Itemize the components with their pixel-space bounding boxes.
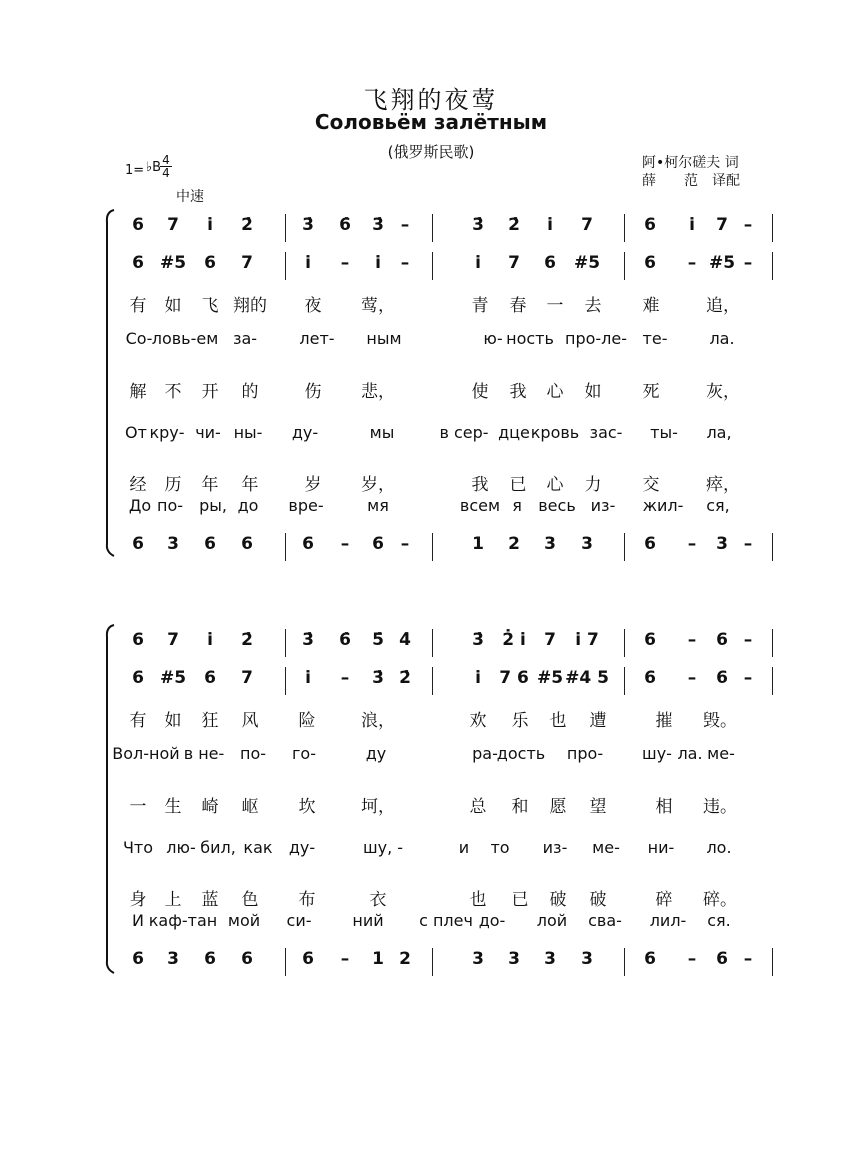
lyric-russian: И <box>132 911 144 930</box>
lyric-russian: шу- <box>642 744 672 763</box>
lyric-chinese: 瘁， <box>706 475 740 495</box>
lyric-chinese: 我 <box>509 382 527 402</box>
lyric-chinese: 也 <box>469 890 487 910</box>
alto-note: 6 <box>132 253 144 273</box>
alto-note: #5 <box>536 668 564 688</box>
lyric-russian: Со- <box>125 329 153 348</box>
bass-note: 3 <box>472 949 484 969</box>
bass-note: 6 <box>302 949 314 969</box>
bar-line <box>624 667 625 695</box>
alto-note: 7 <box>241 253 253 273</box>
bass-note: – <box>687 949 697 969</box>
soprano-note: i̇ <box>547 215 553 235</box>
title-russian: Соловьём залётным <box>314 110 548 134</box>
key-signature: 1= <box>125 163 145 178</box>
lyric-russian: за- <box>232 329 258 348</box>
bar-line <box>772 252 773 280</box>
lyric-chinese: 身 <box>129 890 147 910</box>
bass-note: 3 <box>581 949 593 969</box>
bass-note: 3 <box>581 534 593 554</box>
alto-note: i̇ <box>475 253 481 273</box>
lyric-russian: кру- <box>149 423 185 442</box>
lyric-russian: Вол-ной <box>112 744 180 763</box>
lyric-russian: из- <box>590 496 616 515</box>
bar-line <box>285 948 286 976</box>
soprano-note: 3̇ <box>472 630 484 650</box>
alto-note: i̇ <box>305 253 311 273</box>
lyric-chinese: 伤 <box>304 382 322 402</box>
lyric-chinese: 开 <box>201 382 219 402</box>
alto-note: 6 <box>132 668 144 688</box>
bass-note: 6 <box>132 534 144 554</box>
alto-note: – <box>687 253 697 273</box>
lyric-chinese: 遭 <box>589 711 607 731</box>
alto-note: 6 <box>716 668 728 688</box>
tempo-marking: 中速 <box>176 189 204 205</box>
bass-note: 6 <box>204 949 216 969</box>
soprano-note: 3̇ <box>472 215 484 235</box>
lyric-chinese: 追， <box>706 296 740 316</box>
bar-line <box>285 533 286 561</box>
bar-line <box>624 629 625 657</box>
lyric-russian: как <box>243 838 273 857</box>
soprano-note: 7 <box>167 630 179 650</box>
bass-note: 3 <box>544 949 556 969</box>
lyric-russian: ся, <box>706 496 730 515</box>
soprano-note: 6 <box>644 215 656 235</box>
bass-note: – <box>400 534 410 554</box>
bar-line <box>624 533 625 561</box>
lyric-chinese: 夜 <box>304 296 322 316</box>
lyric-chinese: 岁， <box>361 475 395 495</box>
time-signature <box>160 154 172 179</box>
lyric-chinese: 碎 <box>655 890 673 910</box>
bar-line <box>624 252 625 280</box>
lyric-chinese: 有 <box>129 296 147 316</box>
lyric-chinese: 险 <box>298 711 316 731</box>
alto-note: #5 <box>159 253 187 273</box>
bar-line <box>432 533 433 561</box>
lyric-chinese: 飞 <box>201 296 219 316</box>
lyric-chinese: 交 <box>642 475 660 495</box>
lyric-chinese: 青 <box>471 296 489 316</box>
bass-note: 6 <box>241 534 253 554</box>
bar-line <box>285 629 286 657</box>
lyric-russian: зас- <box>589 423 623 442</box>
soprano-note: 6 <box>132 630 144 650</box>
lyric-chinese: 坎 <box>298 797 316 817</box>
bass-note: 3 <box>167 949 179 969</box>
lyric-chinese: 崎 <box>201 797 219 817</box>
soprano-note: 7 <box>581 215 593 235</box>
lyric-russian: жил- <box>642 496 684 515</box>
lyric-russian: ни- <box>647 838 675 857</box>
lyric-russian: ность <box>506 329 554 348</box>
bass-note: – <box>687 534 697 554</box>
lyric-chinese: 望 <box>589 797 607 817</box>
lyric-chinese: 翔的 <box>233 296 267 316</box>
lyric-russian: до- <box>478 911 506 930</box>
lyric-russian: Что <box>122 838 154 857</box>
bass-note: 3 <box>167 534 179 554</box>
lyric-chinese: 碎。 <box>703 890 737 910</box>
bass-note: 2 <box>508 534 520 554</box>
lyric-chinese: 色 <box>241 890 259 910</box>
lyric-russian: ры, <box>199 496 227 515</box>
lyric-russian: ла. <box>709 329 735 348</box>
lyric-chinese: 如 <box>584 382 602 402</box>
lyric-russian: ю- <box>483 329 503 348</box>
lyric-russian: в не- <box>183 744 225 763</box>
alto-note: 6 <box>544 253 556 273</box>
bass-note: 3 <box>508 949 520 969</box>
lyric-russian: с плеч <box>419 911 473 930</box>
lyric-chinese: 使 <box>471 382 489 402</box>
lyric-russian: бил, <box>200 838 236 857</box>
lyric-russian: кровь <box>530 423 580 442</box>
translator-credit: 薛 范 译配 <box>642 173 740 189</box>
lyric-chinese: 莺， <box>361 296 395 316</box>
bar-line <box>772 948 773 976</box>
alto-note: – <box>743 668 753 688</box>
lyric-russian: всем <box>459 496 501 515</box>
lyric-russian: вре- <box>288 496 324 515</box>
lyric-russian: До <box>128 496 152 515</box>
bar-line <box>772 533 773 561</box>
meter-top: 4 <box>162 153 170 167</box>
soprano-note: – <box>743 215 753 235</box>
lyric-russian: ду- <box>291 423 319 442</box>
bass-note: – <box>340 534 350 554</box>
lyric-chinese: 春 <box>509 296 527 316</box>
bar-line <box>432 214 433 242</box>
lyric-russian: я <box>512 496 522 515</box>
bass-note: 6 <box>204 534 216 554</box>
lyric-russian: шу, - <box>362 838 404 857</box>
alto-note: – <box>400 253 410 273</box>
lyric-russian: лю- <box>166 838 196 857</box>
lyric-chinese: 不 <box>164 382 182 402</box>
lyric-chinese: 乐 <box>511 711 529 731</box>
bar-line <box>432 629 433 657</box>
lyric-russian: ты- <box>650 423 678 442</box>
soprano-note: i̇ <box>207 215 213 235</box>
lyric-chinese: 愿 <box>549 797 567 817</box>
lyric-russian: про-ле- <box>564 329 628 348</box>
soprano-note: 2̇ <box>241 215 253 235</box>
alto-note: 7 <box>508 253 520 273</box>
soprano-note: 2̇ <box>241 630 253 650</box>
soprano-note: 7 <box>716 215 728 235</box>
alto-note: #5 <box>573 253 601 273</box>
lyric-russian: сва- <box>588 911 622 930</box>
alto-note: #4 5 <box>565 668 609 688</box>
lyric-chinese: 死 <box>642 382 660 402</box>
lyric-russian: дце <box>498 423 530 442</box>
lyric-chinese: 已 <box>511 890 529 910</box>
bar-line <box>772 214 773 242</box>
lyric-russian: мой <box>227 911 261 930</box>
system-bracket <box>100 623 120 983</box>
bass-note: 2 <box>399 949 411 969</box>
lyric-russian: ла. <box>677 744 703 763</box>
lyric-chinese: 我 <box>471 475 489 495</box>
bass-note: – <box>743 534 753 554</box>
lyric-russian: весь <box>538 496 576 515</box>
lyric-chinese: 毁。 <box>703 711 737 731</box>
soprano-note: 2̇ <box>508 215 520 235</box>
lyric-russian: лой <box>536 911 568 930</box>
lyric-chinese: 心 <box>546 475 564 495</box>
bass-note: 6 <box>716 949 728 969</box>
lyric-russian: чи- <box>195 423 221 442</box>
lyric-chinese: 悲， <box>361 382 395 402</box>
lyric-chinese: 也 <box>549 711 567 731</box>
lyric-russian: по- <box>239 744 267 763</box>
lyric-russian: ду- <box>288 838 316 857</box>
alto-note: i̇ <box>305 668 311 688</box>
bar-line <box>285 667 286 695</box>
alto-note: 7 <box>241 668 253 688</box>
lyric-russian: до <box>237 496 259 515</box>
lyric-russian: ла, <box>706 423 732 442</box>
lyric-chinese: 破 <box>589 890 607 910</box>
lyric-chinese: 灰， <box>706 382 740 402</box>
bass-note: 6 <box>372 534 384 554</box>
lyric-chinese: 年 <box>201 475 219 495</box>
alto-note: – <box>743 253 753 273</box>
lyric-chinese: 岖 <box>241 797 259 817</box>
lyric-chinese: 破 <box>549 890 567 910</box>
alto-note: #5 <box>159 668 187 688</box>
lyric-chinese: 年 <box>241 475 259 495</box>
bar-line <box>772 629 773 657</box>
soprano-note: i̇ <box>689 215 695 235</box>
soprano-note: 7 <box>544 630 556 650</box>
alto-note: – <box>687 668 697 688</box>
bass-note: 1 <box>472 534 484 554</box>
alto-note: 6 <box>204 253 216 273</box>
alto-note: 6 <box>204 668 216 688</box>
bass-note: 3 <box>716 534 728 554</box>
lyric-chinese: 岁 <box>304 475 322 495</box>
bar-line <box>432 948 433 976</box>
bar-line <box>624 214 625 242</box>
lyric-russian: ме- <box>592 838 620 857</box>
lyric-chinese: 的 <box>241 382 259 402</box>
lyric-chinese: 狂 <box>201 711 219 731</box>
lyric-chinese: 蓝 <box>201 890 219 910</box>
lyric-russian: ловь-ем <box>151 329 219 348</box>
soprano-note: 6̇ <box>339 630 351 650</box>
alto-note: 3̇ <box>372 668 384 688</box>
soprano-note: – <box>687 630 697 650</box>
bass-note: 6 <box>644 534 656 554</box>
lyric-chinese: 总 <box>469 797 487 817</box>
lyric-chinese: 如 <box>164 711 182 731</box>
lyric-russian: лил- <box>649 911 687 930</box>
lyric-russian: ра- <box>472 744 498 763</box>
lyric-russian: дость <box>496 744 546 763</box>
soprano-note: 4̇ <box>399 630 411 650</box>
bass-note: 6 <box>644 949 656 969</box>
lyric-russian: и <box>458 838 470 857</box>
lyric-chinese: 欢 <box>469 711 487 731</box>
title-chinese: 飞翔的夜莺 <box>363 86 499 114</box>
lyric-russian: ны- <box>233 423 263 442</box>
lyric-chinese: 历 <box>164 475 182 495</box>
lyric-russian: про- <box>566 744 604 763</box>
lyric-chinese: 生 <box>164 797 182 817</box>
bar-line <box>285 252 286 280</box>
lyric-russian: по- <box>156 496 184 515</box>
lyric-chinese: 去 <box>584 296 602 316</box>
meter-bottom: 4 <box>160 166 172 179</box>
alto-note: – <box>340 253 350 273</box>
bass-note: 6 <box>132 949 144 969</box>
lyric-chinese: 摧 <box>655 711 673 731</box>
soprano-note: 3̇ <box>302 630 314 650</box>
alto-note: #5 <box>708 253 736 273</box>
alto-note: 2̇ <box>399 668 411 688</box>
alto-note: – <box>340 668 350 688</box>
soprano-note: 3̇ <box>302 215 314 235</box>
lyric-chinese: 布 <box>298 890 316 910</box>
lyric-chinese: 和 <box>511 797 529 817</box>
soprano-note: i̇ <box>207 630 213 650</box>
lyric-chinese: 相 <box>655 797 673 817</box>
bar-line <box>772 667 773 695</box>
lyric-russian: ся. <box>707 911 731 930</box>
lyric-russian: ний <box>352 911 384 930</box>
lyric-chinese: 上 <box>164 890 182 910</box>
soprano-note: 6 <box>644 630 656 650</box>
bass-note: 3 <box>544 534 556 554</box>
system-bracket <box>100 208 120 568</box>
lyric-chinese: 力 <box>584 475 602 495</box>
lyric-chinese: 风 <box>241 711 259 731</box>
lyric-russian: каф-тан <box>148 911 218 930</box>
soprano-note: – <box>400 215 410 235</box>
lyric-russian: лет- <box>299 329 335 348</box>
lyric-chinese: 浪， <box>361 711 395 731</box>
bass-note: 1 <box>372 949 384 969</box>
lyric-russian: те- <box>642 329 668 348</box>
soprano-note: 6 <box>716 630 728 650</box>
lyric-chinese: 已 <box>509 475 527 495</box>
lyric-russian: ло. <box>706 838 732 857</box>
lyric-chinese: 违。 <box>703 797 737 817</box>
lyric-russian: ме- <box>707 744 735 763</box>
lyric-chinese: 如 <box>164 296 182 316</box>
lyric-russian: го- <box>292 744 316 763</box>
bass-note: – <box>340 949 350 969</box>
alto-note: i̇ <box>475 668 481 688</box>
lyric-chinese: 有 <box>129 711 147 731</box>
lyric-russian: мя <box>367 496 389 515</box>
lyric-russian: из- <box>542 838 568 857</box>
lyric-russian: ным <box>366 329 402 348</box>
soprano-note: 2̇ i̇ <box>502 630 526 650</box>
lyric-russian: От <box>125 423 147 442</box>
soprano-note: i̇ 7 <box>575 630 599 650</box>
bar-line <box>624 948 625 976</box>
lyric-chinese: 坷， <box>361 797 395 817</box>
soprano-note: 6̇ <box>339 215 351 235</box>
key-flat: ♭B <box>146 160 162 175</box>
soprano-note: – <box>743 630 753 650</box>
bass-note: 6 <box>302 534 314 554</box>
lyric-chinese: 衣 <box>369 890 387 910</box>
alto-note: 7 6 <box>499 668 529 688</box>
lyric-chinese: 解 <box>129 382 147 402</box>
lyricist-credit: 阿•柯尔磋夫 词 <box>642 155 739 171</box>
lyric-russian: в сер- <box>439 423 489 442</box>
lyric-russian: си- <box>286 911 312 930</box>
bar-line <box>285 214 286 242</box>
bar-line <box>432 667 433 695</box>
soprano-note: 7 <box>167 215 179 235</box>
soprano-note: 6 <box>132 215 144 235</box>
lyric-chinese: 难 <box>642 296 660 316</box>
bass-note: 6 <box>241 949 253 969</box>
lyric-russian: то <box>490 838 510 857</box>
lyric-chinese: 一 <box>129 797 147 817</box>
alto-note: i̇ <box>375 253 381 273</box>
bass-note: – <box>743 949 753 969</box>
bar-line <box>432 252 433 280</box>
subtitle: (俄罗斯民歌) <box>387 143 475 161</box>
alto-note: 6 <box>644 253 656 273</box>
lyric-russian: ду <box>365 744 387 763</box>
soprano-note: 5̇ <box>372 630 384 650</box>
lyric-chinese: 经 <box>129 475 147 495</box>
alto-note: 6 <box>644 668 656 688</box>
lyric-chinese: 一 <box>546 296 564 316</box>
soprano-note: 3̇ <box>372 215 384 235</box>
lyric-russian: мы <box>369 423 395 442</box>
lyric-chinese: 心 <box>546 382 564 402</box>
